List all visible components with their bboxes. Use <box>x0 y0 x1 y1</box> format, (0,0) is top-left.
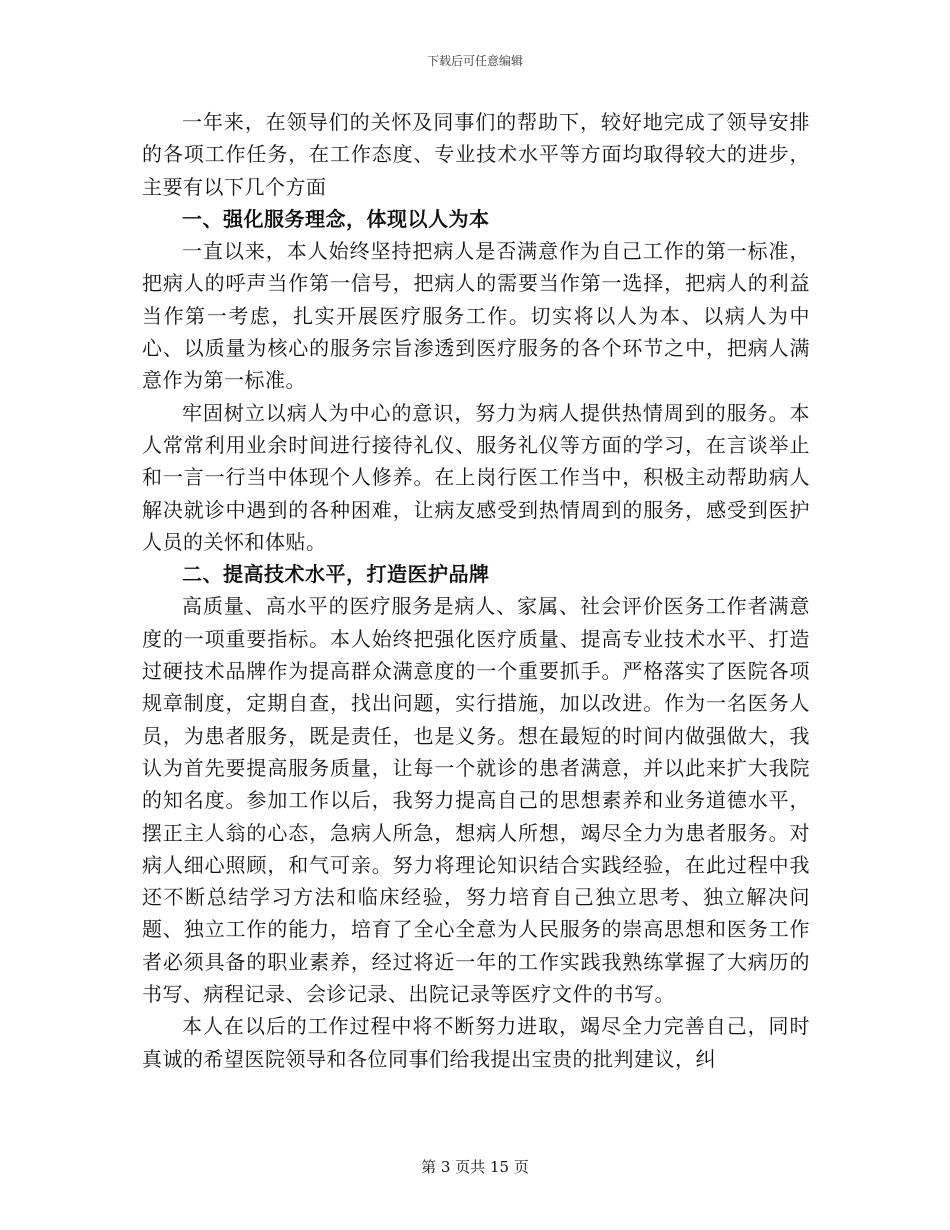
section-2-paragraph-1: 高质量、高水平的医疗服务是病人、家属、社会评价医务工作者满意度的一项重要指标。本人始终把强化医疗质量、提高专业技术水平、打造过硬技术品牌作为提高群众满意度的一个重要抓手。严格落实了医院各项规章制度，定期自查，找出问题，实行措施，加以改进。作为一名医务人员，为患者服务，既是责任，也是义务。想在最短的时间内做强做大，我认为首先要提高服务质量，让每一个就诊的患者满意，并以此来扩大我院的知名度。参加工作以后，我努力提高自己的思想素养和业务道德水平，摆正主人翁的心态，急病人所急，想病人所想，竭尽全力为患者服务。对病人细心照顾，和气可亲。努力将理论知识结合实践经验，在此过程中我还不断总结学习方法和临床经验，努力培育自己独立思考、独立解决问题、独立工作的能力，培育了全心全意为人民服务的崇高思想和医务工作者必须具备的职业素养，经过将近一年的工作实践我熟练掌握了大病历的书写、病程记录、会诊记录、出院记录等医疗文件的书写。 <box>142 594 810 1007</box>
section-heading-2: 二、提高技术水平，打造医护品牌 <box>182 562 490 587</box>
document-body <box>142 106 810 1075</box>
page-header-note: 下载后可任意编辑 <box>426 54 523 68</box>
page-number-footer: 第 3 页共 15 页 <box>421 1158 529 1176</box>
section-heading-1: 一、强化服务理念，体现以人为本 <box>182 206 490 231</box>
section-1-paragraph-1: 一直以来，本人始终坚持把病人是否满意作为自己工作的第一标准，把病人的呼声当作第一信号，把病人的需要当作第一选择，把病人的利益当作第一考虑，扎实开展医疗服务工作。切实将以人为本、以病人为中心、以质量为核心的服务宗旨渗透到医疗服务的各个环节之中，把病人满意作为第一标准。 <box>142 239 810 393</box>
intro-paragraph: 一年来，在领导们的关怀及同事们的帮助下，较好地完成了领导安排的各项工作任务，在工作态度、专业技术水平等方面均取得较大的进步，主要有以下几个方面 <box>142 110 810 199</box>
section-1-paragraph-2: 牢固树立以病人为中心的意识，努力为病人提供热情周到的服务。本人常常利用业余时间进行接待礼仪、服务礼仪等方面的学习，在言谈举止和一言一行当中体现个人修养。在上岗行医工作当中，积极主动帮助病人解决就诊中遇到的各种困难，让病友感受到热情周到的服务，感受到医护人员的关怀和体贴。 <box>142 400 810 554</box>
closing-paragraph: 本人在以后的工作过程中将不断努力进取，竭尽全力完善自己，同时真诚的希望医院领导和各位同事们给我提出宝贵的批判建议，纠 <box>142 1014 810 1071</box>
